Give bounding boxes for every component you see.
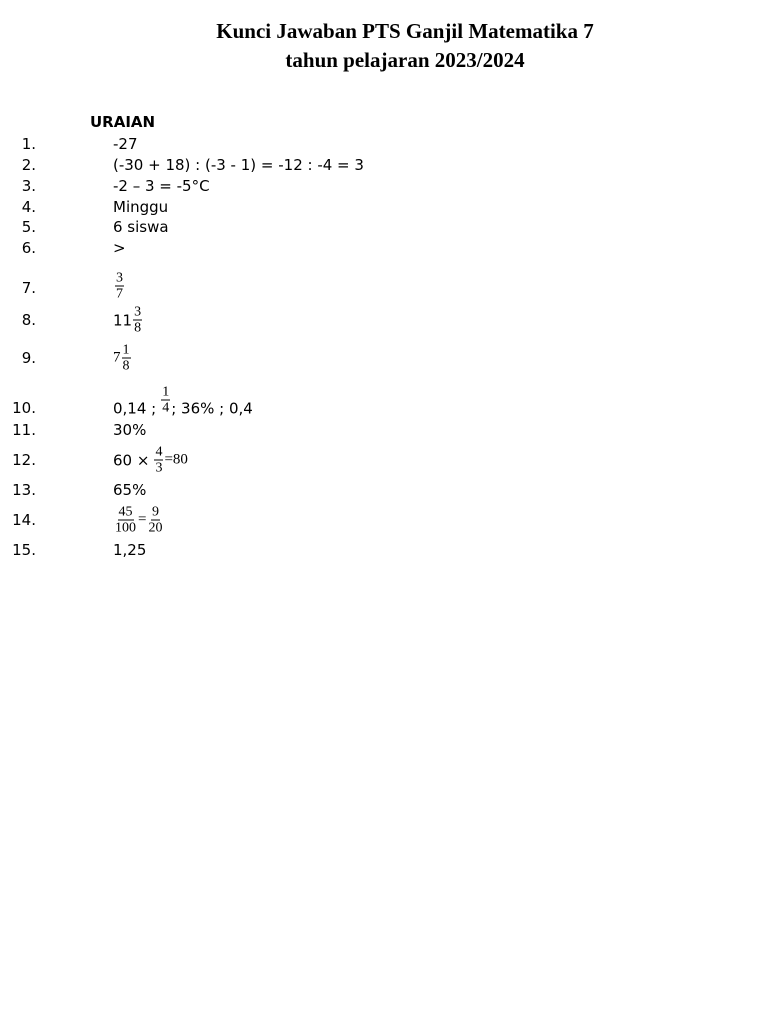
fraction-denominator: 8 — [122, 358, 130, 374]
equals-sign: = — [164, 451, 173, 468]
fraction-numerator: 45 — [118, 504, 133, 520]
answer-item-12 — [0, 445, 700, 475]
fraction-denominator: 3 — [155, 460, 163, 476]
answer-expr — [113, 505, 164, 536]
item-number: 2. — [21, 156, 36, 174]
answer-item-5 — [0, 216, 700, 238]
fraction — [122, 343, 131, 374]
whole-part: 7 — [113, 349, 121, 366]
answer-item-6 — [0, 237, 700, 259]
answer-item-8 — [0, 306, 700, 334]
fraction-numerator: 9 — [151, 504, 159, 520]
fraction-denominator: 7 — [116, 286, 123, 302]
answer-item-2 — [0, 154, 700, 176]
fraction-denominator: 100 — [115, 520, 136, 536]
answer-text-after: ; 36% ; 0,4 — [171, 399, 253, 417]
item-number: 10. — [12, 399, 36, 417]
answer-text: > — [113, 239, 126, 257]
answer-mixed-number — [113, 305, 143, 336]
item-number: 11. — [12, 421, 36, 439]
answer-text: Minggu — [113, 198, 169, 216]
fraction-denominator: 20 — [148, 520, 163, 536]
answer-item-10 — [0, 386, 700, 422]
answer-text: -27 — [113, 135, 138, 153]
fraction-denominator: 8 — [134, 320, 142, 336]
answer-text: 65% — [113, 481, 147, 499]
fraction — [114, 505, 137, 536]
answer-text: -2 – 3 = -5°C — [113, 177, 210, 195]
result-value: 80 — [172, 451, 188, 468]
section-heading: URAIAN — [90, 113, 156, 131]
fraction-denominator: 4 — [162, 400, 170, 416]
answer-item-4 — [0, 196, 700, 218]
answer-text-before: 60 × — [113, 451, 150, 469]
answer-item-3 — [0, 175, 700, 197]
answer-item-13 — [0, 479, 700, 501]
item-number: 8. — [21, 311, 36, 329]
answer-item-1 — [0, 133, 700, 155]
fraction-numerator: 3 — [134, 304, 142, 320]
item-number: 7. — [21, 279, 36, 297]
answer-text: 30% — [113, 421, 147, 439]
document-subtitle: tahun pelajaran 2023/2024 — [285, 48, 525, 72]
fraction — [147, 505, 163, 536]
answer-mixed-number — [113, 343, 132, 374]
answer-text: 6 siswa — [113, 218, 169, 236]
equals-sign: = — [138, 511, 147, 528]
item-number: 9. — [21, 349, 36, 367]
fraction — [115, 271, 124, 302]
answer-fraction-expr — [114, 271, 125, 302]
item-number: 12. — [12, 451, 36, 469]
document-title: Kunci Jawaban PTS Ganjil Matematika 7 — [216, 19, 594, 43]
item-number: 15. — [12, 541, 36, 559]
item-number: 3. — [21, 177, 36, 195]
answer-text-before: 0,14 ; — [113, 399, 157, 417]
fraction-numerator: 4 — [155, 444, 163, 460]
answer-text: 1,25 — [113, 541, 147, 559]
answer-item-9 — [0, 344, 700, 372]
item-number: 4. — [21, 198, 36, 216]
item-number: 1. — [21, 135, 36, 153]
item-number: 5. — [21, 218, 36, 236]
answer-item-15 — [0, 539, 700, 561]
answer-text: (-30 + 18) : (-3 - 1) = -12 : -4 = 3 — [113, 156, 364, 174]
answer-item-14 — [0, 505, 700, 535]
fraction-numerator: 1 — [122, 342, 130, 358]
item-number: 13. — [12, 481, 36, 499]
fraction — [154, 445, 163, 476]
answer-expr — [113, 445, 188, 476]
fraction — [133, 305, 142, 336]
item-number: 14. — [12, 511, 36, 529]
fraction — [161, 385, 170, 416]
fraction-numerator: 1 — [162, 384, 170, 400]
answer-item-7 — [0, 266, 700, 306]
fraction-numerator: 3 — [116, 270, 123, 286]
answer-item-11 — [0, 419, 700, 441]
item-number: 6. — [21, 239, 36, 257]
whole-part: 11 — [113, 311, 133, 329]
